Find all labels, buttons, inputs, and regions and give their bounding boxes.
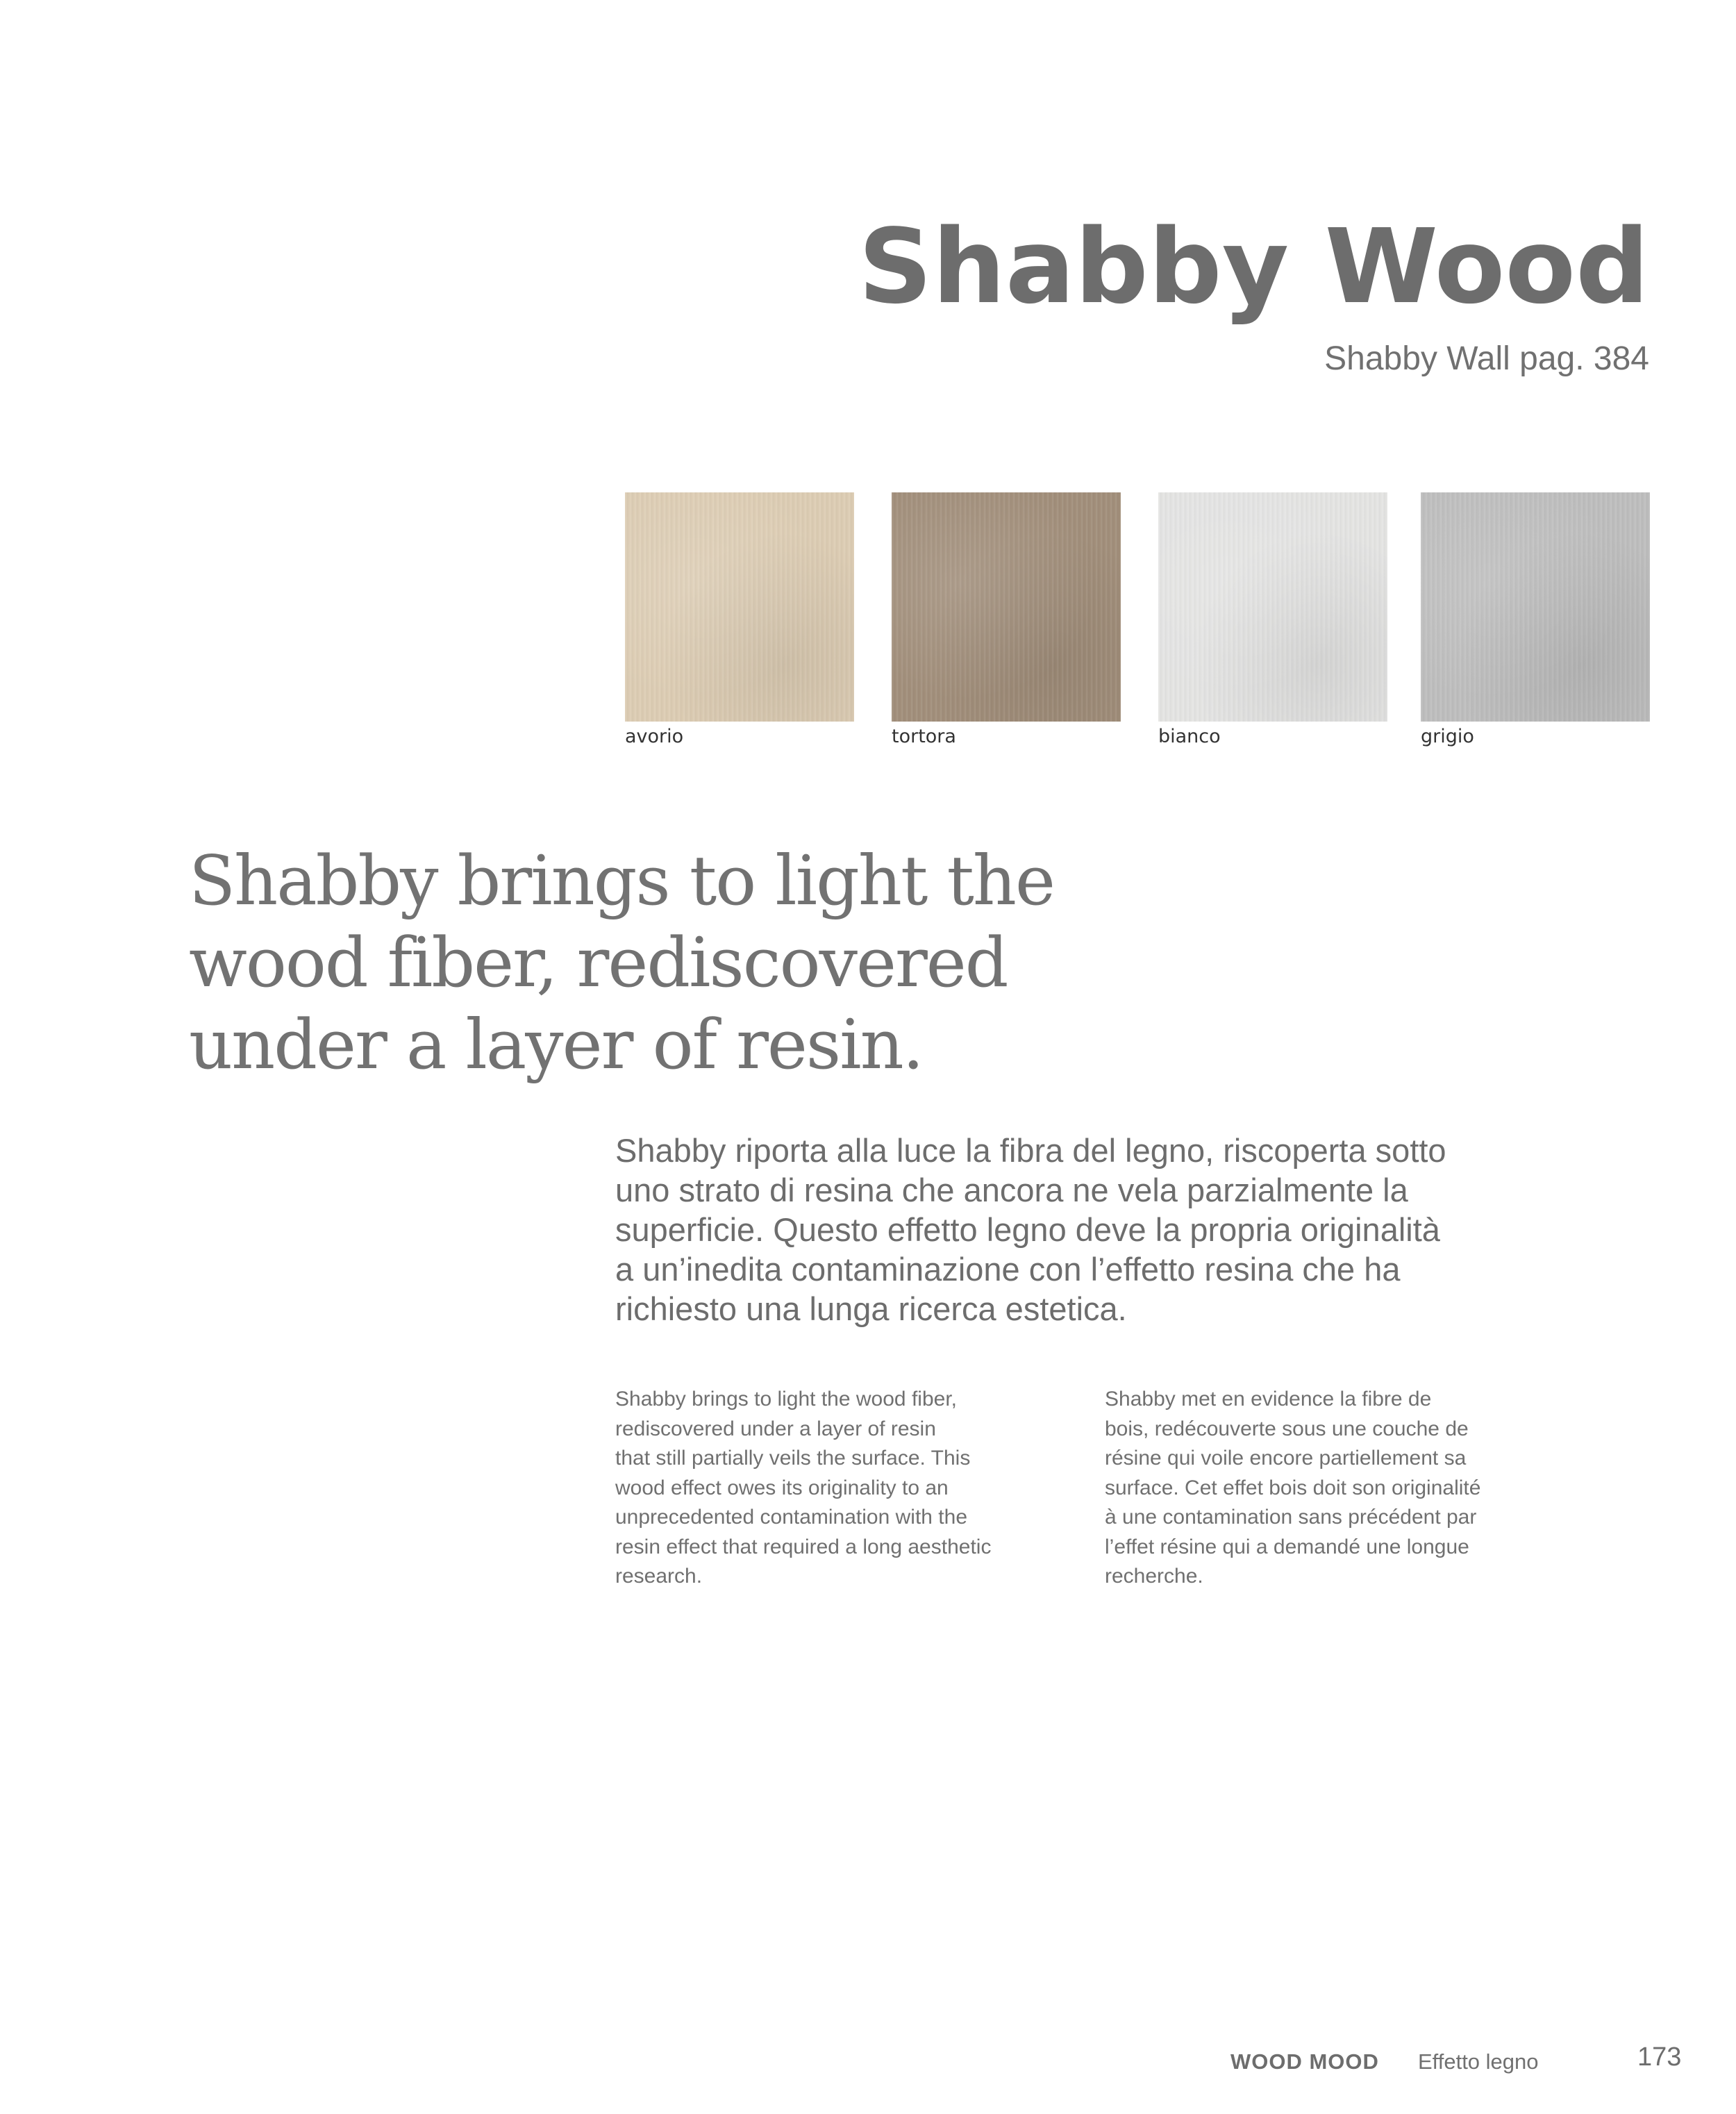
swatch-tile <box>1421 492 1650 722</box>
quote-line: Shabby brings to light the <box>189 842 1054 921</box>
swatch-bianco <box>1158 492 1387 748</box>
page-title: Shabby Wood <box>858 207 1649 326</box>
body-line: à une contamination sans précédent par <box>1105 1506 1477 1529</box>
body-line: rediscovered under a layer of resin <box>615 1417 936 1440</box>
body-paragraph-english <box>615 1385 1087 1592</box>
footer-section-subtitle: Effetto legno <box>1418 2049 1539 2074</box>
body-line: résine qui voile encore partiellement sa <box>1105 1447 1467 1470</box>
body-line: research. <box>615 1565 703 1588</box>
lead-line: uno strato di resina che ancora ne vela parzialmente la <box>615 1172 1408 1208</box>
pull-quote <box>189 840 1161 1086</box>
body-line: wood effect owes its originality to an <box>615 1476 949 1499</box>
swatch-label: grigio <box>1421 726 1474 747</box>
swatch-tortora <box>892 492 1121 748</box>
swatch-tile <box>1158 492 1387 722</box>
body-line: bois, redécouverte sous une couche de <box>1105 1417 1469 1440</box>
body-line: unprecedented contamination with the <box>615 1506 968 1529</box>
page-number: 173 <box>1637 2042 1682 2072</box>
swatch-tile <box>625 492 854 722</box>
lead-paragraph-italian <box>615 1131 1615 1329</box>
body-line: Shabby met en evidence la fibre de <box>1105 1388 1432 1410</box>
body-line: l’effet résine qui a demandé une longue <box>1105 1535 1469 1558</box>
body-line: Shabby brings to light the wood fiber, <box>615 1388 957 1410</box>
lead-line: superficie. Questo effetto legno deve la propria originalità <box>615 1211 1440 1248</box>
quote-line: wood fiber, rediscovered <box>189 924 1008 1003</box>
swatch-label: tortora <box>892 726 956 747</box>
body-paragraph-french <box>1105 1385 1577 1592</box>
body-line: surface. Cet effet bois doit son originalité <box>1105 1476 1481 1499</box>
body-line: recherche. <box>1105 1565 1203 1588</box>
swatch-label: bianco <box>1158 726 1221 747</box>
swatch-tile <box>892 492 1121 722</box>
lead-line: Shabby riporta alla luce la fibra del legno, riscoperta sotto <box>615 1132 1446 1169</box>
swatch-label: avorio <box>625 726 684 747</box>
quote-line: under a layer of resin. <box>189 1006 923 1085</box>
color-swatches <box>625 492 1650 749</box>
page-reference: Shabby Wall pag. 384 <box>1324 340 1649 377</box>
body-line: that still partially veils the surface. This <box>615 1447 971 1470</box>
swatch-grigio <box>1421 492 1650 748</box>
lead-line: a un’inedita contaminazione con l’effetto resina che ha <box>615 1251 1401 1288</box>
body-line: resin effect that required a long aesthetic <box>615 1535 992 1558</box>
footer-section-title: WOOD MOOD <box>1230 2049 1379 2074</box>
lead-line: richiesto una lunga ricerca estetica. <box>615 1290 1127 1327</box>
swatch-avorio <box>625 492 854 748</box>
